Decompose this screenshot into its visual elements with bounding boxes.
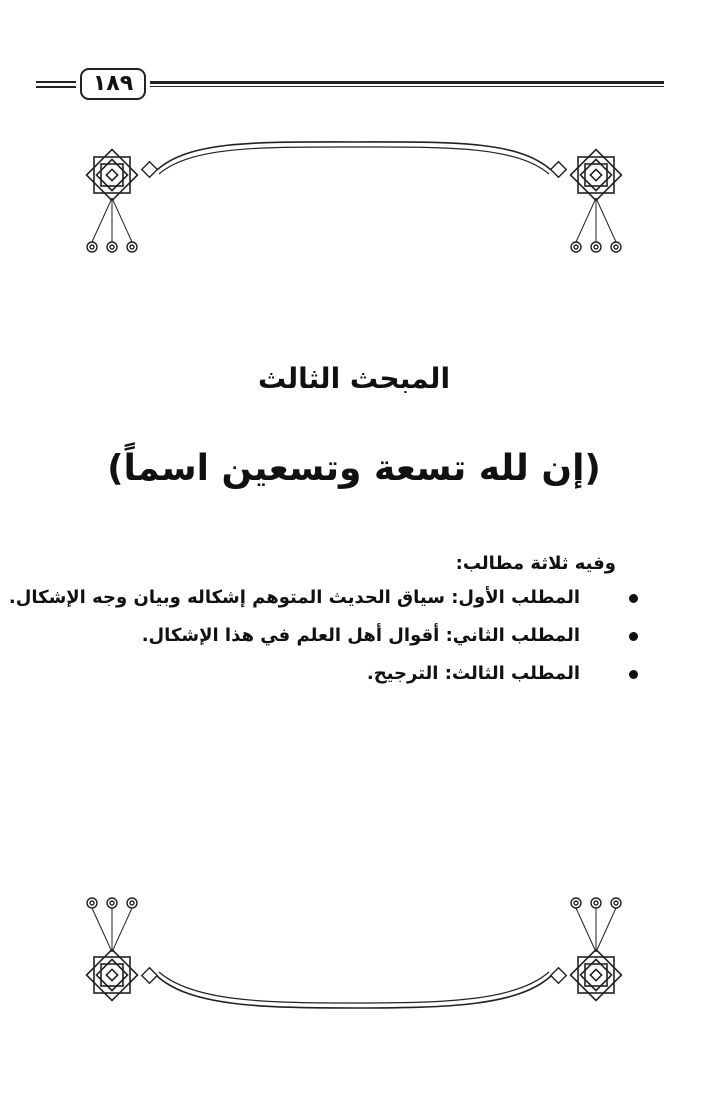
content-block: [8, 553, 616, 698]
list-item: [56, 660, 616, 688]
bullet-icon: [629, 670, 638, 679]
section-subtitle: (إن لله تسعة وتسعين اسماً): [107, 448, 601, 489]
list-item-text: المطلب الأول: سياق الحديث المتوهم إشكاله وبيان وجه الإشكال.: [8, 587, 580, 608]
page-number: ١٨٩: [80, 68, 146, 100]
list-item-text: المطلب الثاني: أقوال أهل العلم في هذا الإشكال.: [141, 625, 580, 646]
star-knot-icon: [87, 150, 138, 201]
header-rule-right: [150, 81, 664, 89]
item-list: [8, 584, 616, 688]
star-knot-icon: [571, 950, 622, 1001]
top-ornament: [60, 130, 648, 260]
star-knot-icon: [87, 950, 138, 1001]
section-title: المبحث الثالث: [257, 362, 451, 395]
flower-icon: [87, 242, 621, 252]
bullet-icon: [629, 632, 638, 641]
flower-icon: [87, 898, 621, 908]
intro-text: وفيه ثلاثة مطالب:: [455, 553, 616, 574]
list-item: [56, 622, 616, 650]
bottom-ornament: [60, 890, 648, 1020]
bullet-icon: [629, 594, 638, 603]
list-item-text: المطلب الثالث: الترجيح.: [366, 663, 580, 684]
list-item: [8, 584, 616, 612]
star-knot-icon: [571, 150, 622, 201]
header-rule-left: [36, 81, 76, 89]
